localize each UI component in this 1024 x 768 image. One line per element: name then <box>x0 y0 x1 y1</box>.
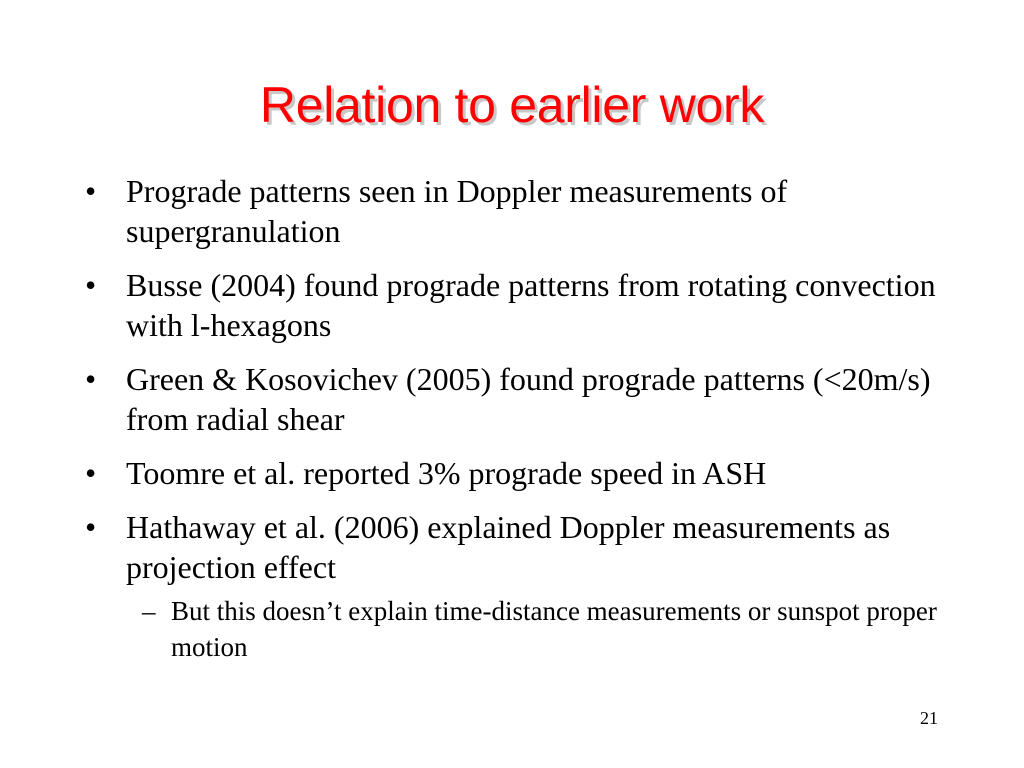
slide-title: Relation to earlier work <box>259 77 765 133</box>
bullet-list <box>85 171 965 665</box>
sub-bullet-text: But this doesn’t explain time-distance measurements or sunspot proper motion <box>171 596 937 662</box>
sub-bullet-marker: – <box>142 596 156 626</box>
bullet-item <box>85 453 965 493</box>
bullet-item <box>85 265 965 345</box>
bullet-marker: • <box>85 455 97 491</box>
bullet-text: Hathaway et al. (2006) explained Doppler measurements as projection effect <box>126 509 891 585</box>
bullet-text: Busse (2004) found prograde patterns from rotating convection with l-hexagons <box>126 267 936 343</box>
bullet-marker: • <box>85 509 97 545</box>
bullet-text: Green & Kosovichev (2005) found prograde patterns (<20m/s) from radial shear <box>126 361 931 437</box>
bullet-marker: • <box>85 267 97 303</box>
sub-bullet-item <box>85 593 965 665</box>
bullet-marker: • <box>85 361 97 397</box>
bullet-marker: • <box>85 173 97 209</box>
page-number: 21 <box>920 708 938 728</box>
bullet-text: Toomre et al. reported 3% prograde speed in ASH <box>126 455 767 491</box>
bullet-item <box>85 507 965 587</box>
bullet-item <box>85 359 965 439</box>
bullet-text: Prograde patterns seen in Doppler measurements of supergranulation <box>126 173 788 249</box>
bullet-item <box>85 171 965 251</box>
